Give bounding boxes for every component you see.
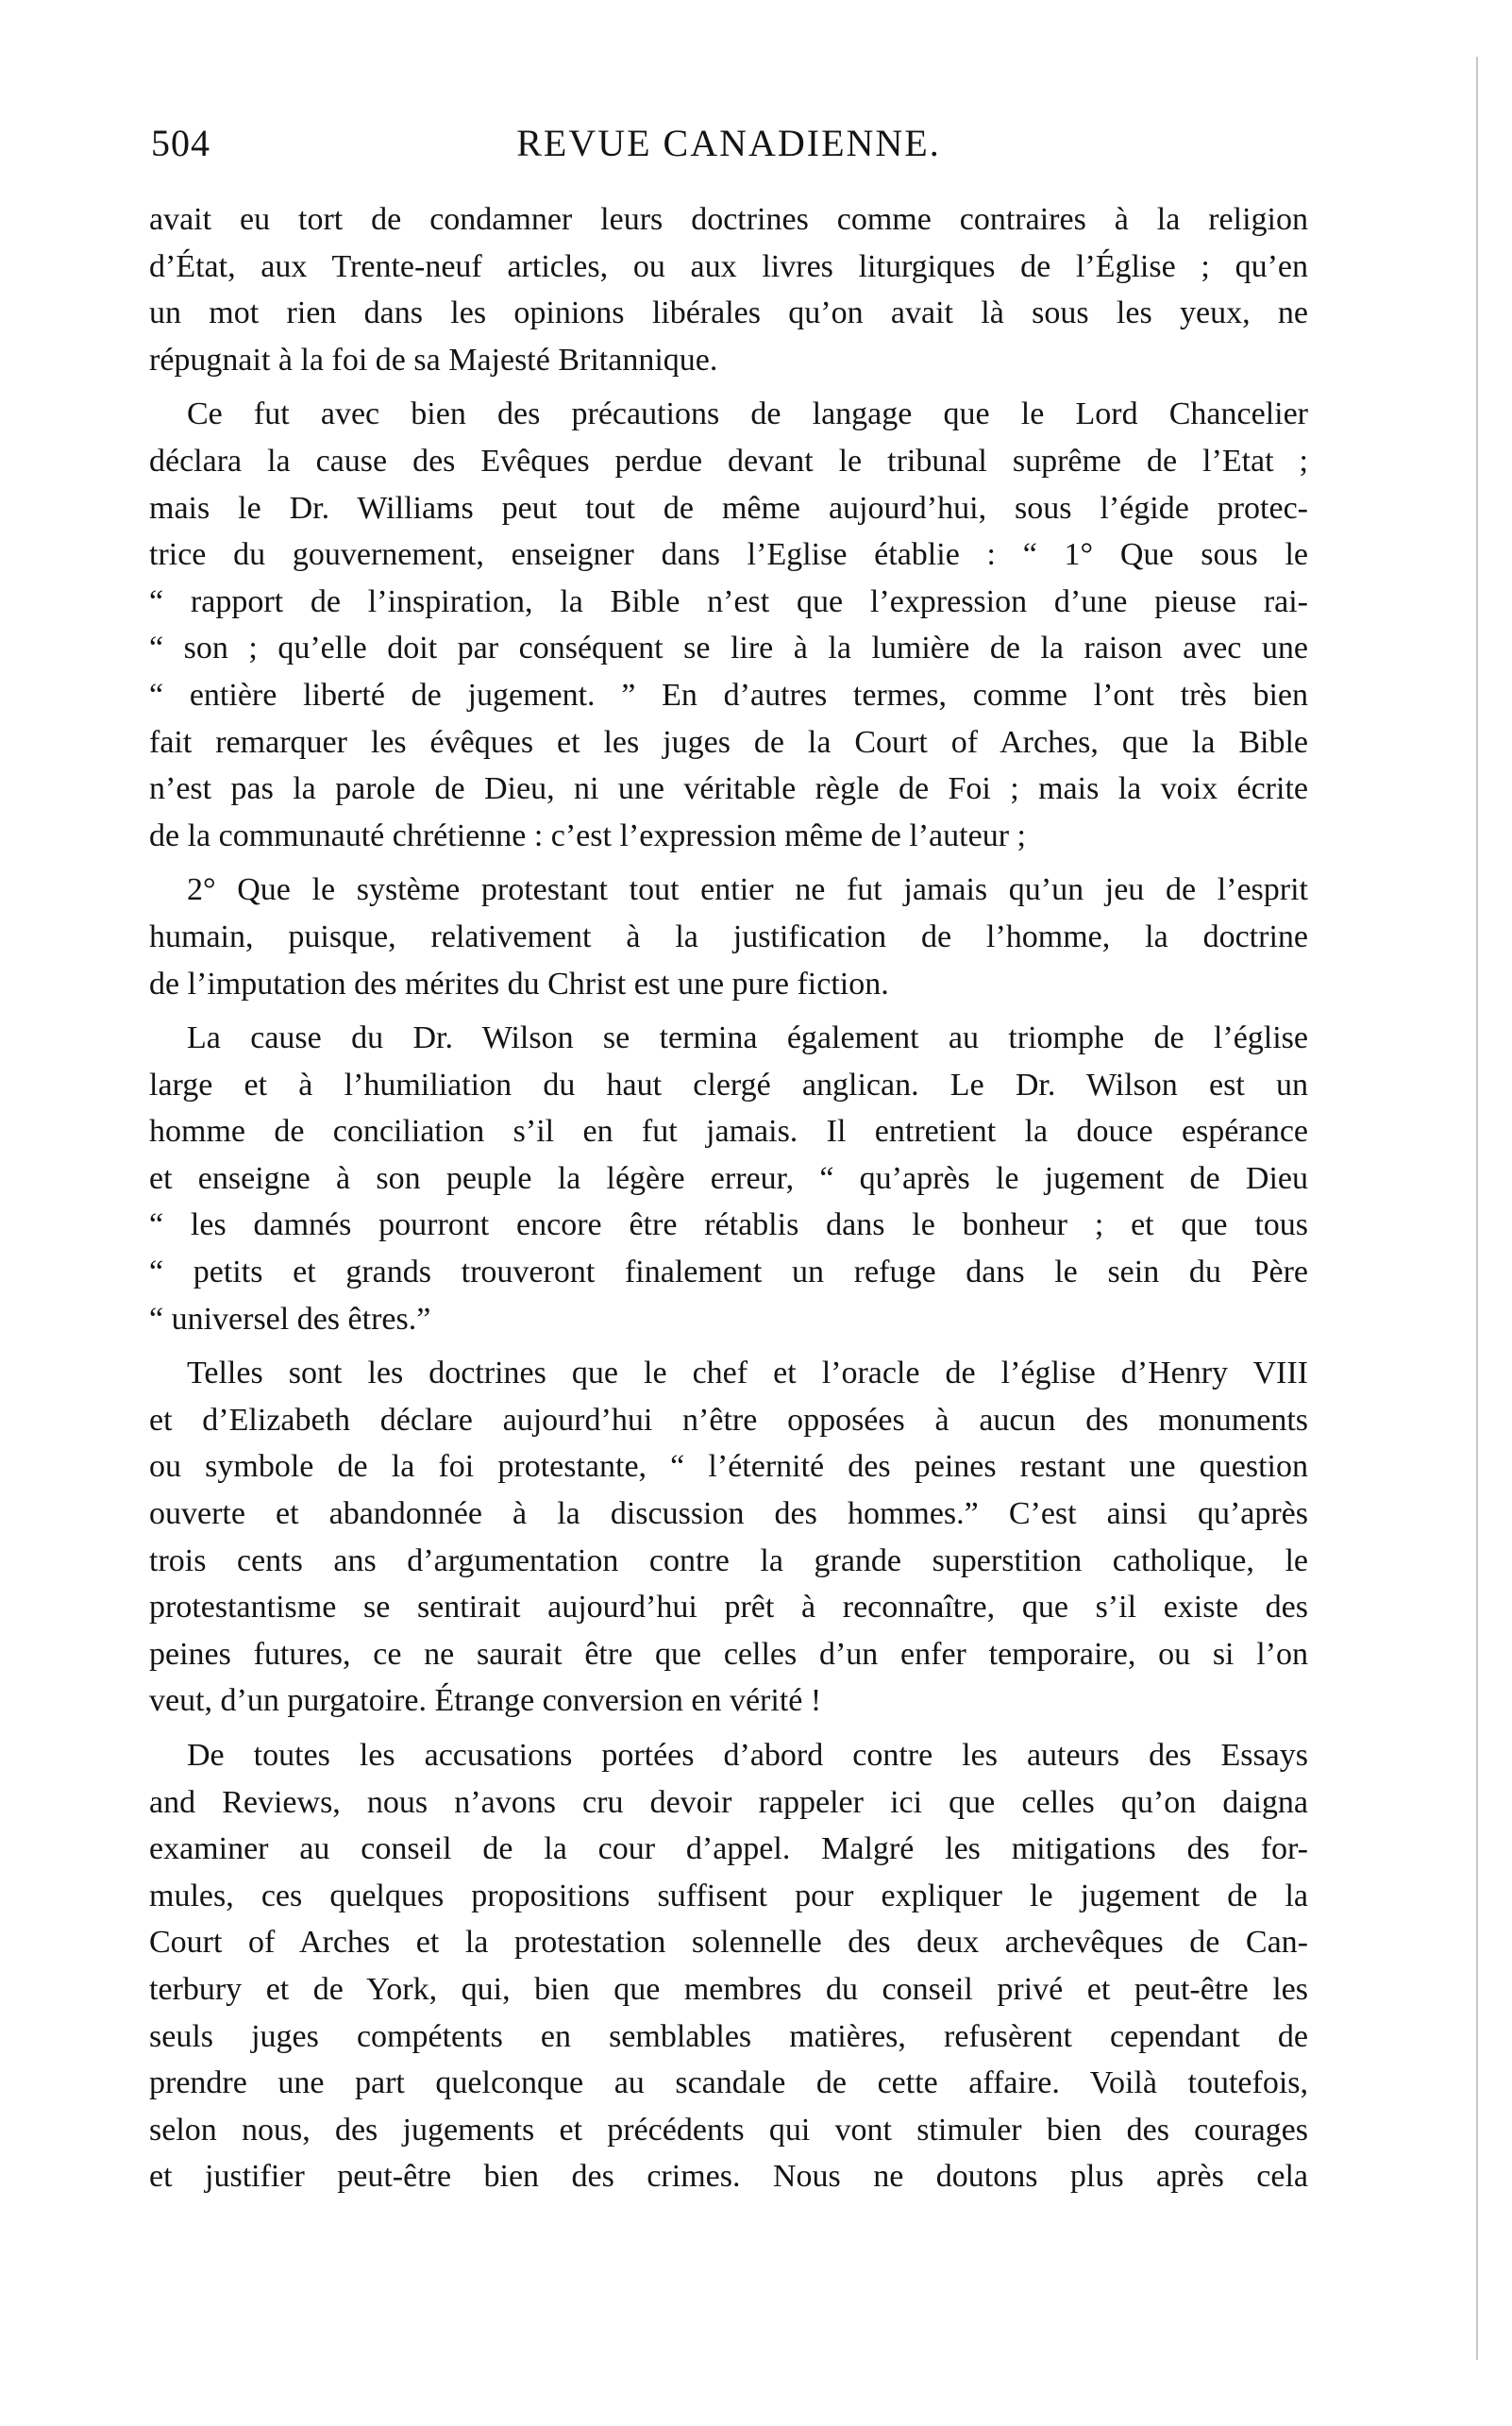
text-line: Court of Arches et la protestation solennelle des deux archevêques de Can-	[149, 1925, 1308, 1961]
text-line: n’est pas la parole de Dieu, ni une véritable règle de Foi ; mais la voix écrite	[149, 771, 1308, 807]
text-line: mules, ces quelques propositions suffisent pour expliquer le jugement de la	[149, 1878, 1308, 1913]
journal-title: REVUE CANADIENNE.	[516, 122, 941, 164]
text-line: ouverte et abandonnée à la discussion des hommes.” C’est ainsi qu’après	[149, 1496, 1308, 1532]
text-line: “ petits et grands trouveront finalement un refuge dans le sein du Père	[149, 1255, 1308, 1290]
text-line: seuls juges compétents en semblables matières, refusèrent cependant de	[149, 2018, 1308, 2054]
paragraph	[149, 867, 1308, 1007]
text-line: “ son ; qu’elle doit par conséquent se lire à la lumière de la raison avec une	[149, 631, 1308, 666]
scan-edge-line	[1476, 57, 1478, 2360]
paragraph	[149, 1015, 1308, 1342]
text-line: “ entière liberté de jugement. ” En d’autres termes, comme l’ont très bien	[149, 677, 1308, 713]
paragraph	[149, 391, 1308, 859]
text-line: large et à l’humiliation du haut clergé anglican. Le Dr. Wilson est un	[149, 1067, 1308, 1103]
text-line: prendre une part quelconque au scandale de cette affaire. Voilà toutefois,	[149, 2065, 1308, 2101]
text-line: humain, puisque, relativement à la justification de l’homme, la doctrine	[149, 918, 1308, 954]
text-line: fait remarquer les évêques et les juges de la Court of Arches, que la Bible	[149, 724, 1308, 760]
text-line: Telles sont les doctrines que le chef et l’oracle de l’église d’Henry VIII	[187, 1356, 1308, 1391]
running-head	[149, 121, 1308, 177]
text-line: veut, d’un purgatoire. Étrange conversion en vérité !	[149, 1683, 822, 1719]
paragraph	[149, 1732, 1308, 2200]
text-line: déclara la cause des Evêques perdue devant le tribunal suprême de l’Etat ;	[149, 443, 1308, 479]
text-line: examiner au conseil de la cour d’appel. Malgré les mitigations des for-	[149, 1831, 1308, 1867]
text-line: répugnait à la foi de sa Majesté Britannique.	[149, 342, 718, 378]
text-line: “ rapport de l’inspiration, la Bible n’est que l’expression d’une pieuse rai-	[149, 583, 1308, 619]
text-line: de la communauté chrétienne : c’est l’expression même de l’auteur ;	[149, 817, 1026, 853]
text-line: mais le Dr. Williams peut tout de même aujourd’hui, sous l’égide protec-	[149, 490, 1308, 526]
text-line: trois cents ans d’argumentation contre la grande superstition catholique, le	[149, 1542, 1308, 1578]
text-line: trice du gouvernement, enseigner dans l’Eglise établie : “ 1° Que sous le	[149, 537, 1308, 573]
text-line: et enseigne à son peuple la légère erreur, “ qu’après le jugement de Dieu	[149, 1160, 1308, 1196]
text-line: Ce fut avec bien des précautions de langage que le Lord Chancelier	[187, 396, 1308, 432]
text-line: avait eu tort de condamner leurs doctrines comme contraires à la religion	[149, 202, 1308, 237]
paragraph	[149, 196, 1308, 383]
text-line: “ les damnés pourront encore être rétablis dans le bonheur ; et que tous	[149, 1207, 1308, 1243]
text-line: selon nous, des jugements et précédents qui vont stimuler bien des courages	[149, 2112, 1308, 2148]
text-line: un mot rien dans les opinions libérales qu’on avait là sous les yeux, ne	[149, 295, 1308, 331]
text-line: terbury et de York, qui, bien que membres du conseil privé et peut-être les	[149, 1971, 1308, 2007]
text-line: de l’imputation des mérites du Christ est une pure fiction.	[149, 966, 889, 1002]
text-line: et justifier peut-être bien des crimes. Nous ne doutons plus après cela	[149, 2159, 1308, 2195]
paragraph	[149, 1350, 1308, 1725]
text-line: protestantisme se sentirait aujourd’hui prêt à reconnaître, que s’il existe des	[149, 1590, 1308, 1626]
text-line: De toutes les accusations portées d’abord contre les auteurs des Essays	[187, 1738, 1308, 1773]
text-line: peines futures, ce ne saurait être que celles d’un enfer temporaire, ou si l’on	[149, 1636, 1308, 1672]
text-line: ou symbole de la foi protestante, “ l’éternité des peines restant une question	[149, 1449, 1308, 1485]
text-line: “ universel des êtres.”	[149, 1301, 431, 1337]
text-line: 2° Que le système protestant tout entier ne fut jamais qu’un jeu de l’esprit	[187, 872, 1308, 908]
text-line: and Reviews, nous n’avons cru devoir rappeler ici que celles qu’on daigna	[149, 1784, 1308, 1820]
text-line: La cause du Dr. Wilson se termina également au triomphe de l’église	[187, 1020, 1308, 1056]
text-line: et d’Elizabeth déclare aujourd’hui n’être opposées à aucun des monuments	[149, 1402, 1308, 1438]
body-text	[149, 196, 1308, 2200]
text-line: d’État, aux Trente-neuf articles, ou aux livres liturgiques de l’Église ; qu’en	[149, 248, 1308, 284]
page-number: 504	[151, 122, 210, 164]
text-line: homme de conciliation s’il en fut jamais. Il entretient la douce espérance	[149, 1114, 1308, 1150]
page	[149, 121, 1308, 2200]
